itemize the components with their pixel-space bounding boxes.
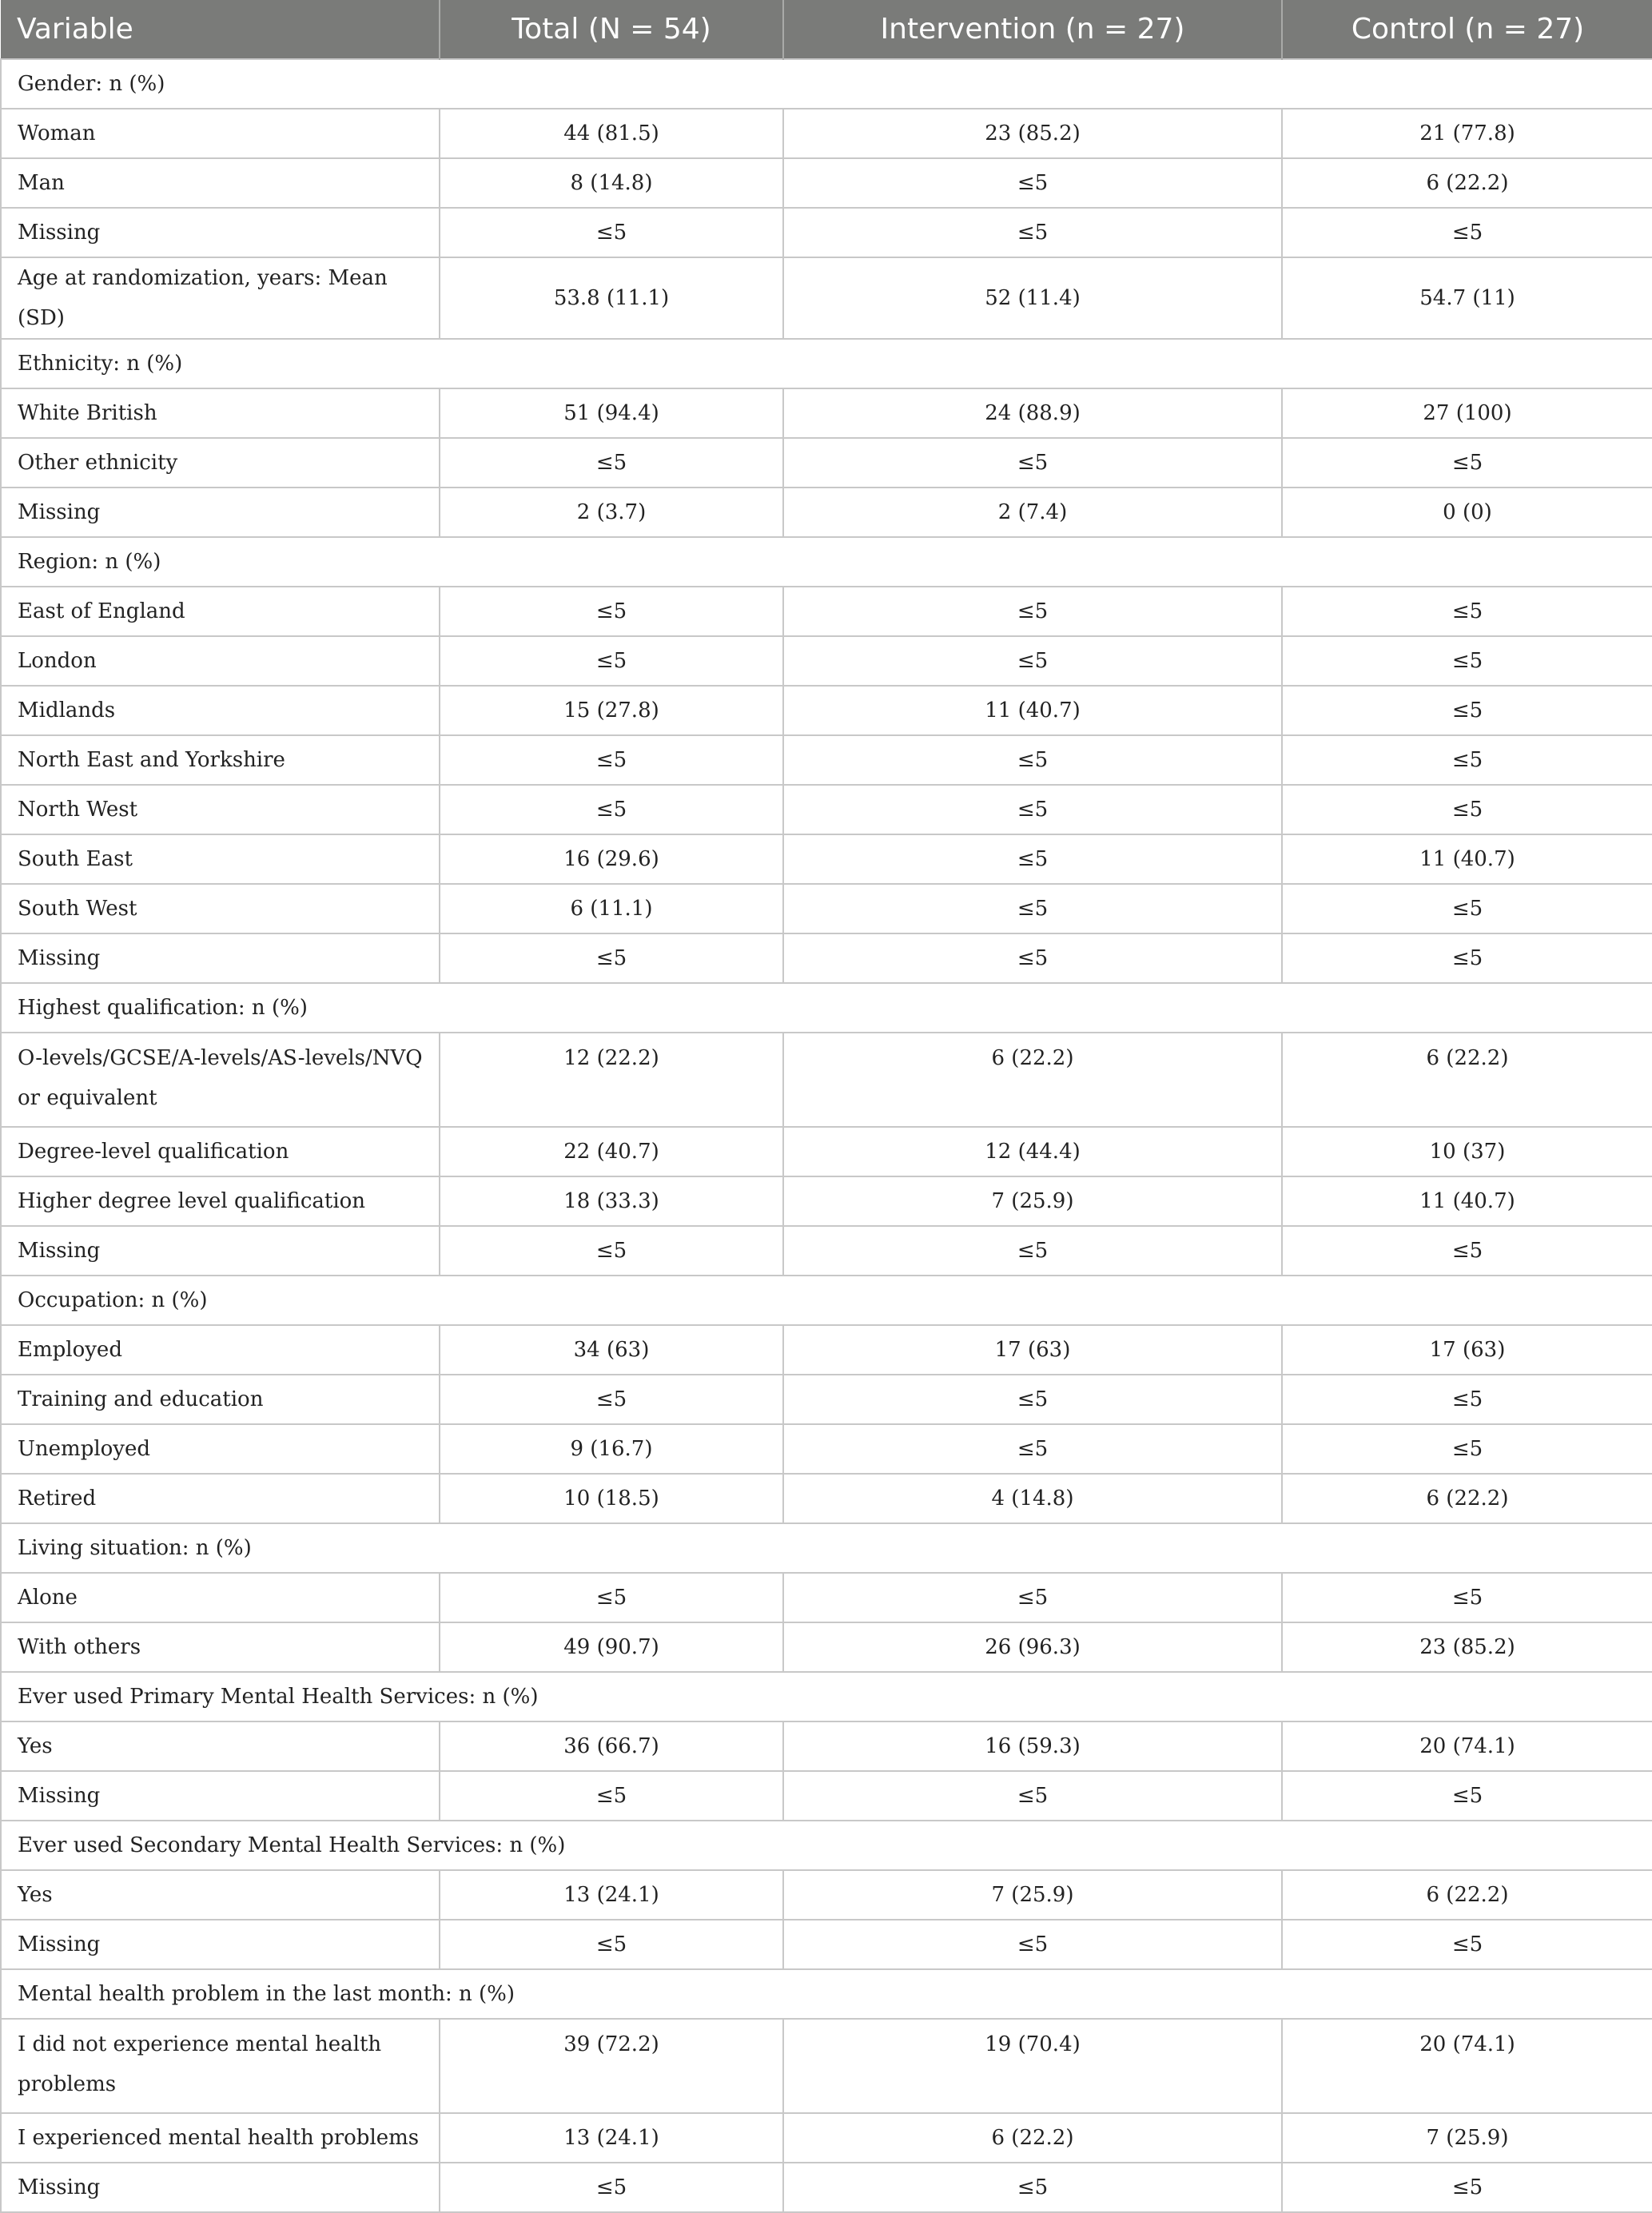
header-row <box>1 0 1652 59</box>
section-label: Region: n (%) <box>1 537 1652 587</box>
variable-cell: Midlands <box>1 686 440 735</box>
table-row <box>1 834 1652 884</box>
table-row <box>1 1474 1652 1523</box>
table-row <box>1 587 1652 636</box>
intervention-cell: ≤5 <box>783 2163 1282 2212</box>
table-row <box>1 1176 1652 1226</box>
control-cell: 27 (100) <box>1282 388 1652 438</box>
section-row <box>1 339 1652 388</box>
table-row <box>1 1771 1652 1821</box>
total-cell: 13 (24.1) <box>440 2113 783 2163</box>
table-row <box>1 1375 1652 1424</box>
table-row <box>1 488 1652 537</box>
control-cell: 6 (22.2) <box>1282 1033 1652 1127</box>
control-cell: 20 (74.1) <box>1282 2019 1652 2113</box>
total-cell: 6 (11.1) <box>440 884 783 933</box>
total-cell: ≤5 <box>440 1573 783 1622</box>
section-row <box>1 1523 1652 1573</box>
table-row <box>1 1721 1652 1771</box>
variable-cell: Missing <box>1 2163 440 2212</box>
total-cell: 18 (33.3) <box>440 1176 783 1226</box>
control-cell: ≤5 <box>1282 884 1652 933</box>
section-label: Occupation: n (%) <box>1 1276 1652 1325</box>
variable-cell: Missing <box>1 1771 440 1821</box>
total-cell: 12 (22.2) <box>440 1033 783 1127</box>
table-row <box>1 1127 1652 1176</box>
table-row <box>1 1033 1652 1127</box>
intervention-cell: ≤5 <box>783 1424 1282 1474</box>
total-cell: 39 (72.2) <box>440 2019 783 2113</box>
variable-cell: Missing <box>1 1920 440 1969</box>
total-cell: 53.8 (11.1) <box>440 257 783 339</box>
total-cell: ≤5 <box>440 1375 783 1424</box>
intervention-cell: 19 (70.4) <box>783 2019 1282 2113</box>
table-row <box>1 785 1652 834</box>
intervention-cell: 17 (63) <box>783 1325 1282 1375</box>
variable-cell: Training and education <box>1 1375 440 1424</box>
total-cell: 9 (16.7) <box>440 1424 783 1474</box>
intervention-cell: ≤5 <box>783 834 1282 884</box>
total-cell: 49 (90.7) <box>440 1622 783 1672</box>
intervention-cell: ≤5 <box>783 587 1282 636</box>
total-cell: ≤5 <box>440 587 783 636</box>
total-cell: ≤5 <box>440 785 783 834</box>
variable-cell: Age at randomization, years: Mean (SD) <box>1 257 440 339</box>
total-cell: 51 (94.4) <box>440 388 783 438</box>
control-cell: 11 (40.7) <box>1282 1176 1652 1226</box>
intervention-cell: 7 (25.9) <box>783 1870 1282 1920</box>
intervention-cell: ≤5 <box>783 208 1282 257</box>
table-row <box>1 2163 1652 2212</box>
variable-cell: Missing <box>1 1226 440 1276</box>
intervention-cell: ≤5 <box>783 933 1282 983</box>
variable-cell: Man <box>1 158 440 208</box>
intervention-cell: 11 (40.7) <box>783 686 1282 735</box>
intervention-cell: 2 (7.4) <box>783 488 1282 537</box>
variable-cell: O-levels/GCSE/A-levels/AS-levels/NVQ or equivalent <box>1 1033 440 1127</box>
table-row <box>1 1870 1652 1920</box>
variable-cell: Yes <box>1 1721 440 1771</box>
variable-cell: Higher degree level qualification <box>1 1176 440 1226</box>
control-cell: ≤5 <box>1282 2163 1652 2212</box>
table-row <box>1 438 1652 488</box>
intervention-cell: ≤5 <box>783 438 1282 488</box>
intervention-cell: ≤5 <box>783 1771 1282 1821</box>
table-row <box>1 1325 1652 1375</box>
control-cell: 6 (22.2) <box>1282 158 1652 208</box>
intervention-cell: ≤5 <box>783 1375 1282 1424</box>
intervention-cell: ≤5 <box>783 636 1282 686</box>
control-cell: ≤5 <box>1282 208 1652 257</box>
intervention-cell: ≤5 <box>783 735 1282 785</box>
header-total: Total (N = 54) <box>440 0 783 59</box>
control-cell: ≤5 <box>1282 933 1652 983</box>
table-body <box>1 59 1652 2212</box>
total-cell: 8 (14.8) <box>440 158 783 208</box>
section-row <box>1 1969 1652 2019</box>
control-cell: ≤5 <box>1282 735 1652 785</box>
intervention-cell: ≤5 <box>783 785 1282 834</box>
control-cell: 17 (63) <box>1282 1325 1652 1375</box>
total-cell: 36 (66.7) <box>440 1721 783 1771</box>
control-cell: 7 (25.9) <box>1282 2113 1652 2163</box>
section-label: Gender: n (%) <box>1 59 1652 109</box>
intervention-cell: ≤5 <box>783 1920 1282 1969</box>
total-cell: 16 (29.6) <box>440 834 783 884</box>
table-row <box>1 1573 1652 1622</box>
control-cell: ≤5 <box>1282 1375 1652 1424</box>
control-cell: ≤5 <box>1282 587 1652 636</box>
section-row <box>1 1276 1652 1325</box>
control-cell: ≤5 <box>1282 1226 1652 1276</box>
variable-cell: Missing <box>1 933 440 983</box>
variable-cell: Degree-level qualification <box>1 1127 440 1176</box>
table-row <box>1 884 1652 933</box>
control-cell: 6 (22.2) <box>1282 1870 1652 1920</box>
variable-cell: White British <box>1 388 440 438</box>
variable-cell: Alone <box>1 1573 440 1622</box>
variable-cell: Other ethnicity <box>1 438 440 488</box>
total-cell: ≤5 <box>440 438 783 488</box>
variable-cell: London <box>1 636 440 686</box>
control-cell: 54.7 (11) <box>1282 257 1652 339</box>
intervention-cell: 6 (22.2) <box>783 2113 1282 2163</box>
control-cell: 23 (85.2) <box>1282 1622 1652 1672</box>
table-row <box>1 686 1652 735</box>
table-row <box>1 735 1652 785</box>
table-row <box>1 2019 1652 2113</box>
intervention-cell: ≤5 <box>783 158 1282 208</box>
variable-cell: South East <box>1 834 440 884</box>
variable-cell: Woman <box>1 109 440 158</box>
table-row <box>1 109 1652 158</box>
section-label: Living situation: n (%) <box>1 1523 1652 1573</box>
table-row <box>1 933 1652 983</box>
total-cell: ≤5 <box>440 2163 783 2212</box>
table-row <box>1 257 1652 339</box>
section-row <box>1 983 1652 1033</box>
total-cell: ≤5 <box>440 735 783 785</box>
intervention-cell: 16 (59.3) <box>783 1721 1282 1771</box>
header-variable: Variable <box>1 0 440 59</box>
control-cell: 11 (40.7) <box>1282 834 1652 884</box>
intervention-cell: 23 (85.2) <box>783 109 1282 158</box>
table-row <box>1 636 1652 686</box>
total-cell: ≤5 <box>440 1226 783 1276</box>
variable-cell: Employed <box>1 1325 440 1375</box>
total-cell: 44 (81.5) <box>440 109 783 158</box>
section-row <box>1 1821 1652 1870</box>
section-label: Ever used Primary Mental Health Services: n (%) <box>1 1672 1652 1721</box>
intervention-cell: 24 (88.9) <box>783 388 1282 438</box>
intervention-cell: ≤5 <box>783 1226 1282 1276</box>
table-row <box>1 1920 1652 1969</box>
control-cell: ≤5 <box>1282 636 1652 686</box>
variable-cell: North West <box>1 785 440 834</box>
control-cell: ≤5 <box>1282 1771 1652 1821</box>
variable-cell: I experienced mental health problems <box>1 2113 440 2163</box>
section-label: Ever used Secondary Mental Health Services: n (%) <box>1 1821 1652 1870</box>
section-row <box>1 59 1652 109</box>
variable-cell: Missing <box>1 208 440 257</box>
intervention-cell: 12 (44.4) <box>783 1127 1282 1176</box>
control-cell: ≤5 <box>1282 1573 1652 1622</box>
total-cell: 13 (24.1) <box>440 1870 783 1920</box>
variable-cell: East of England <box>1 587 440 636</box>
total-cell: ≤5 <box>440 1920 783 1969</box>
table-row <box>1 1226 1652 1276</box>
total-cell: 34 (63) <box>440 1325 783 1375</box>
table-row <box>1 388 1652 438</box>
section-label: Highest qualification: n (%) <box>1 983 1652 1033</box>
control-cell: ≤5 <box>1282 785 1652 834</box>
control-cell: ≤5 <box>1282 686 1652 735</box>
total-cell: 10 (18.5) <box>440 1474 783 1523</box>
table-row <box>1 158 1652 208</box>
intervention-cell: 7 (25.9) <box>783 1176 1282 1226</box>
variable-cell: Missing <box>1 488 440 537</box>
total-cell: 15 (27.8) <box>440 686 783 735</box>
intervention-cell: ≤5 <box>783 884 1282 933</box>
section-row <box>1 1672 1652 1721</box>
control-cell: ≤5 <box>1282 438 1652 488</box>
header-intervention: Intervention (n = 27) <box>783 0 1282 59</box>
header-control: Control (n = 27) <box>1282 0 1652 59</box>
control-cell: 10 (37) <box>1282 1127 1652 1176</box>
variable-cell: I did not experience mental health problems <box>1 2019 440 2113</box>
variable-cell: Unemployed <box>1 1424 440 1474</box>
total-cell: ≤5 <box>440 1771 783 1821</box>
table-row <box>1 2113 1652 2163</box>
total-cell: ≤5 <box>440 933 783 983</box>
intervention-cell: 4 (14.8) <box>783 1474 1282 1523</box>
control-cell: ≤5 <box>1282 1424 1652 1474</box>
variable-cell: Yes <box>1 1870 440 1920</box>
total-cell: 22 (40.7) <box>440 1127 783 1176</box>
section-row <box>1 537 1652 587</box>
control-cell: ≤5 <box>1282 1920 1652 1969</box>
intervention-cell: 6 (22.2) <box>783 1033 1282 1127</box>
intervention-cell: ≤5 <box>783 1573 1282 1622</box>
table-row <box>1 1622 1652 1672</box>
control-cell: 20 (74.1) <box>1282 1721 1652 1771</box>
total-cell: ≤5 <box>440 636 783 686</box>
total-cell: 2 (3.7) <box>440 488 783 537</box>
intervention-cell: 26 (96.3) <box>783 1622 1282 1672</box>
variable-cell: With others <box>1 1622 440 1672</box>
table-row <box>1 1424 1652 1474</box>
intervention-cell: 52 (11.4) <box>783 257 1282 339</box>
total-cell: ≤5 <box>440 208 783 257</box>
control-cell: 21 (77.8) <box>1282 109 1652 158</box>
control-cell: 6 (22.2) <box>1282 1474 1652 1523</box>
variable-cell: South West <box>1 884 440 933</box>
section-label: Mental health problem in the last month: n (%) <box>1 1969 1652 2019</box>
variable-cell: Retired <box>1 1474 440 1523</box>
table-row <box>1 208 1652 257</box>
section-label: Ethnicity: n (%) <box>1 339 1652 388</box>
variable-cell: North East and Yorkshire <box>1 735 440 785</box>
control-cell: 0 (0) <box>1282 488 1652 537</box>
